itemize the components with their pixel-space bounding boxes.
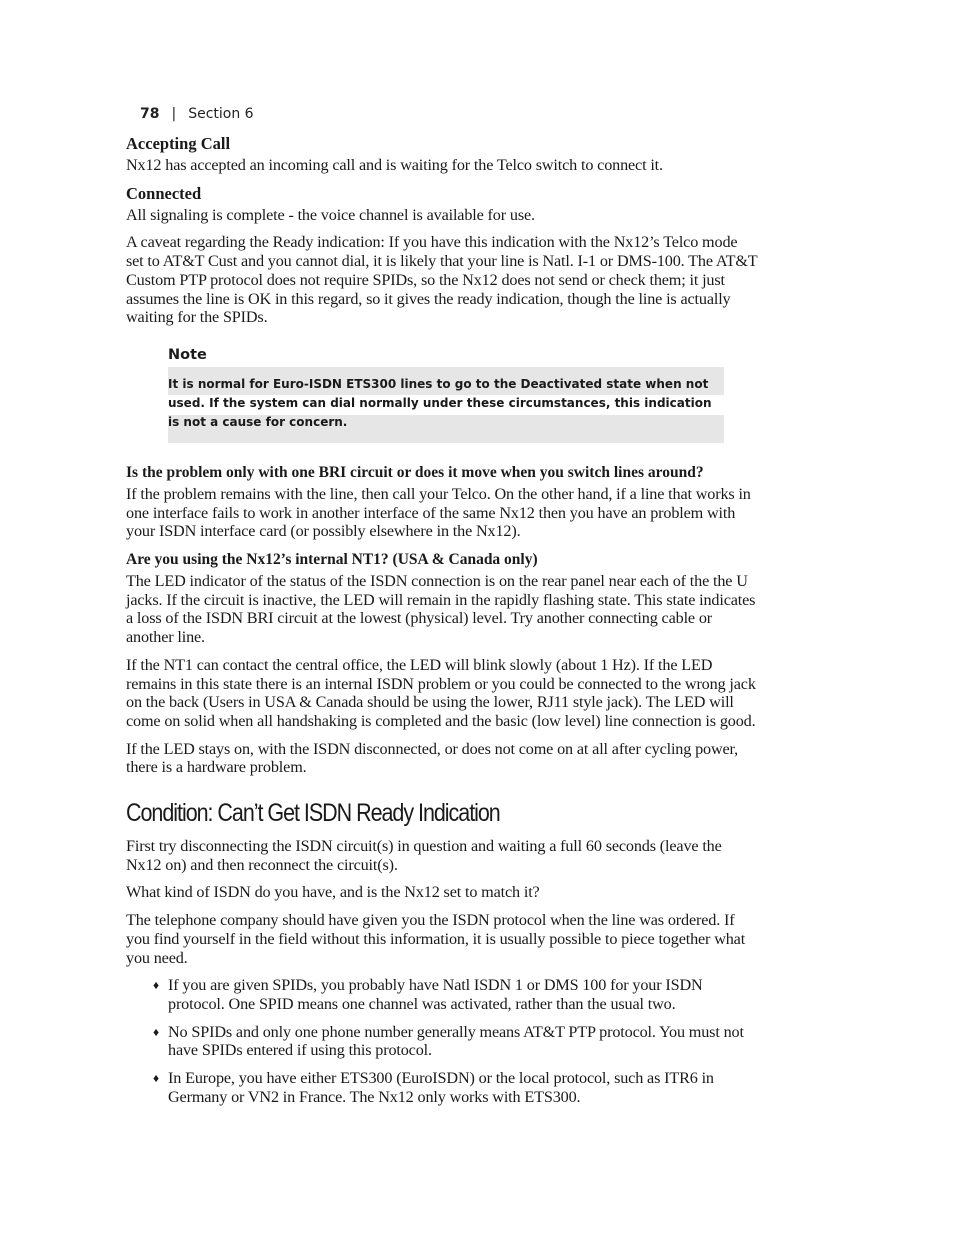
nt1-paragraph-1: The LED indicator of the status of the ISDN connection is on the rear panel near each of the the U jacks. If the circuit is inactive, the LED will remain in the rapidly flashing state. This state indicates a loss of the ISDN BRI circuit at the lowest (physical) level. Try another connecting cable or another line.: [126, 572, 756, 647]
note-title: Note: [168, 346, 207, 363]
condition-paragraph-1: First try disconnecting the ISDN circuit(s) in question and waiting a full 60 seconds (leave the Nx12 on) and then reconnect the circuit(s).: [126, 837, 722, 874]
note-text: It is normal for Euro-ISDN ETS300 lines to go to the Deactivated state when not used. If the system can dial normally under these circumstances, this indication is not a cause for concern.: [168, 367, 724, 443]
list-item-text: In Europe, you have either ETS300 (EuroISDN) or the local protocol, such as ITR6 in Germany or VN2 in France. The Nx12 only works with ETS300.: [168, 1069, 714, 1106]
list-item: [153, 976, 758, 1013]
list-item-text: No SPIDs and only one phone number generally means AT&T PTP protocol. You must not have SPIDs entered if using this protocol.: [168, 1022, 744, 1060]
section-heading: Condition: Can’t Get ISDN Ready Indication: [126, 799, 500, 828]
document-page: [126, 106, 758, 1116]
diamond-bullet-icon: ♦: [153, 978, 159, 993]
term-connected: Connected: [126, 183, 202, 203]
header-separator: |: [171, 106, 177, 122]
diamond-bullet-icon: ♦: [153, 1071, 159, 1086]
diamond-bullet-icon: ♦: [153, 1024, 159, 1039]
running-header: [140, 106, 758, 122]
definition-accepting-call: Nx12 has accepted an incoming call and is waiting for the Telco switch to connect it.: [126, 156, 663, 174]
protocol-bullet-list: [126, 976, 758, 1106]
condition-paragraph-2: What kind of ISDN do you have, and is the Nx12 set to match it?: [126, 883, 540, 902]
term-accepting-call: Accepting Call: [126, 134, 231, 153]
nt1-paragraph-3: If the LED stays on, with the ISDN disconnected, or does not come on at all after cycling power, there is a hardware problem.: [126, 739, 739, 777]
note-box: [168, 347, 724, 443]
list-item: [153, 1069, 758, 1106]
list-item-text: If you are given SPIDs, you probably have Natl ISDN 1 or DMS 100 for your ISDN protocol. One SPID means one channel was activated, rather than the usual two.: [168, 976, 703, 1013]
answer-bri-circuit: If the problem remains with the line, then call your Telco. On the other hand, if a line that works in one interface fails to work in another interface of the same Nx12 then you have an problem with your ISDN interface card (or possibly elsewhere in the Nx12).: [126, 484, 751, 541]
caveat-paragraph: A caveat regarding the Ready indication: If you have this indication with the Nx12’s Telco mode set to AT&T Cust and you cannot dial, it is likely that your line is Natl. I-1 or DMS-100. The AT&T Custom PTP protocol does not require SPIDs, so the Nx12 does not send or check them; it just assumes the line is OK in this regard, so it gives the ready indication, though the line is actually waiting for the SPIDs.: [126, 233, 758, 327]
nt1-paragraph-2: If the NT1 can contact the central office, the LED will blink slowly (about 1 Hz). If the LED remains in this state there is an internal ISDN problem or you could be connected to the wrong jack on the back (Users in USA & Canada should be using the lower, RJ11 style jack). The LED will come on solid when all handshaking is completed and the basic (low level) line connection is good.: [126, 655, 756, 730]
question-bri-circuit: Is the problem only with one BRI circuit or does it move when you switch lines around?: [126, 463, 704, 481]
definition-connected: All signaling is complete - the voice channel is available for use.: [126, 205, 535, 224]
section-label: Section 6: [188, 106, 254, 122]
page-number: 78: [140, 106, 160, 122]
list-item: [153, 1022, 758, 1060]
question-internal-nt1: Are you using the Nx12’s internal NT1? (USA & Canada only): [126, 551, 538, 569]
condition-paragraph-3: The telephone company should have given you the ISDN protocol when the line was ordered. If you find yourself in the field without this information, it is usually possible to piece together what you need.: [126, 911, 746, 967]
